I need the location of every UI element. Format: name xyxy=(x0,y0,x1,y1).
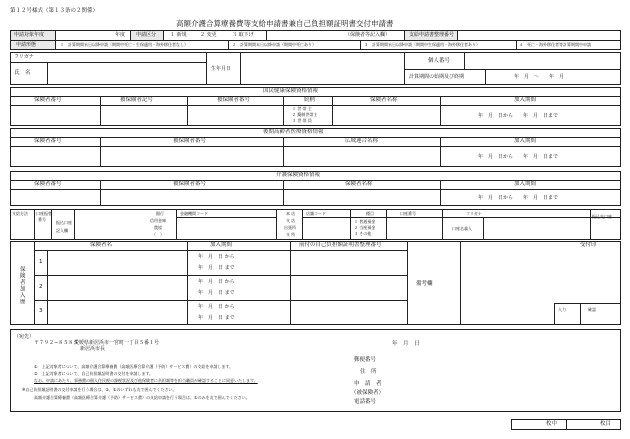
history-period-to-1[interactable]: 年 月 日 まで xyxy=(198,265,235,271)
history-row-2: 2 xyxy=(39,284,43,290)
remarks-label: 備考欄 xyxy=(416,281,433,287)
form-type-3[interactable]: ３ 計算期間末日以降申請（期間中生保適用・海外移住者あり） xyxy=(364,42,480,47)
account-type-2[interactable]: ２ 当座預金 xyxy=(354,225,376,230)
institution-sub-3: （ ） xyxy=(152,232,164,237)
relation-2[interactable]: ２ 擬制世帯主 xyxy=(292,112,318,117)
statement-1: ① 上記対象者について、高額介護合算療養費（高額医療合算介護（予防）サービス費）の支給を申請します。 xyxy=(34,364,234,369)
institution-label: 銀行 xyxy=(156,211,164,216)
nhi-h-number: 被保険者番号 xyxy=(217,97,251,103)
holder-furigana-label: フリガナ xyxy=(466,211,482,216)
insurer-note: （保険者等記入欄） xyxy=(345,32,391,38)
elderly-h-number: 被保険者番号 xyxy=(173,138,207,144)
nhi-h-insurer-no: 保険者番号 xyxy=(34,97,62,103)
category-withdraw[interactable]: ３ 取下げ xyxy=(232,32,254,38)
history-period-from-3[interactable]: 年 月 日 から xyxy=(198,304,235,310)
history-h-period: 加入期間 xyxy=(210,242,233,248)
branch-code-label: 店舗コード xyxy=(306,211,326,216)
history-h-insurer: 保険者名 xyxy=(90,242,113,248)
nhi-h-period: 加入期間 xyxy=(514,97,537,103)
ltc-period-value[interactable]: 年 月 日から 年 月 日まで xyxy=(478,195,559,201)
elderly-period-value[interactable]: 年 月 日から 年 月 日まで xyxy=(478,154,559,160)
bank-code-label: 金融機関コード xyxy=(180,211,208,216)
ltc-h-period: 加入期間 xyxy=(514,181,537,187)
category-new[interactable]: １ 新規 xyxy=(170,32,187,38)
birthdate-label: 生年月日 xyxy=(211,66,232,72)
nhi-period-value[interactable]: 年 月 日から 年 月 日まで xyxy=(478,113,559,119)
history-period-from-2[interactable]: 年 月 日 から xyxy=(198,279,235,285)
form-type-1[interactable]: １ 計算期間末日以降申請（期間中死亡・生保適用・海外移住者なし） xyxy=(60,42,188,47)
name-label: 氏 名 xyxy=(14,70,31,76)
furigana-label: フリガナ xyxy=(14,54,34,60)
ltc-h-number: 被保険者番号 xyxy=(173,181,207,187)
history-row-3: 3 xyxy=(39,308,43,314)
category-change[interactable]: ２ 変更 xyxy=(200,32,217,38)
ltc-h-insurer-no: 保険者番号 xyxy=(34,181,62,187)
category-label: 申請区分 xyxy=(136,32,157,38)
addressee-mayor: 新居浜市長 xyxy=(80,346,106,352)
addressee-address: 愛媛県新居浜市一宮町一丁目５番１号 xyxy=(74,340,160,346)
account-type-label: 種目 xyxy=(366,211,374,216)
input-label: 入力 xyxy=(558,307,566,312)
period-value[interactable]: 年 月 ～ 年 月 xyxy=(514,74,565,80)
method-label: 支給方法 xyxy=(12,211,28,216)
form-type-4[interactable]: ４ 死亡・海外移住者等計算期間中申請 xyxy=(519,42,591,47)
payment-number-label: 支給申請書整理番号 xyxy=(409,32,455,38)
transfer-mark: 振込口座 xyxy=(56,220,72,225)
elderly-title: 後期高齢者医療資格情報 xyxy=(263,129,324,135)
year-unit: 年度 xyxy=(115,32,126,38)
sheet-label: 枚中 xyxy=(546,421,558,427)
sig-applicant-label: 申 請 者 xyxy=(354,381,382,387)
transfer-sub: 番号 xyxy=(38,217,46,222)
history-block xyxy=(10,241,621,325)
branch-suffix-1: 本 店 xyxy=(286,211,296,216)
holder-label: 口座名義人 xyxy=(452,226,472,231)
account-number-label: 口座番号 xyxy=(400,211,416,216)
relation-1[interactable]: １ 世 帯 主 xyxy=(292,106,312,111)
relation-3[interactable]: ３ 世 帯 員 xyxy=(292,118,312,123)
history-row-1: 1 xyxy=(39,259,43,265)
elderly-h-insurer-no: 保険者番号 xyxy=(34,138,62,144)
ltc-h-name: 保険者名称 xyxy=(345,181,373,187)
form-type-2[interactable]: ２ 計算期間末日以降申請（期間中死亡あり） xyxy=(232,42,316,47)
institution-sub-1: 信用金庫 xyxy=(150,218,166,223)
sig-phone-label: 電話番号 xyxy=(354,399,377,405)
history-side-label: 保険者加入歴 xyxy=(18,265,25,305)
transfer-type-label: 振込先口座 xyxy=(592,214,612,219)
nhi-h-name: 保険者名称 xyxy=(370,97,398,103)
nhi-h-symbol: 被保険者記号 xyxy=(120,97,154,103)
sig-insured-label: （被保険者） xyxy=(351,390,385,396)
branch-suffix-2: 支 店 xyxy=(286,218,296,223)
entry-label: 記入欄 xyxy=(56,228,68,233)
sig-postal-label: 郵便番号 xyxy=(354,357,377,363)
account-type-3[interactable]: ３ その他 xyxy=(354,231,372,236)
fiscal-year-label: 申請対象年度 xyxy=(14,32,45,38)
recipient-label: （宛先） xyxy=(14,334,35,340)
institution-sub-2: 農協 xyxy=(154,225,162,230)
confirm-label: 確認 xyxy=(588,307,596,312)
sig-address-label: 住 所 xyxy=(360,369,377,375)
transfer-label: 口座振替 xyxy=(36,211,52,216)
history-period-to-2[interactable]: 年 月 日 まで xyxy=(198,290,235,296)
nhi-title: 国民健康保険資格情報 xyxy=(263,88,319,94)
period-label: 計算期間の始期及び終期 xyxy=(409,74,465,80)
application-date[interactable]: 年 月 日 xyxy=(392,341,420,347)
history-h-cert: 前付の自己負担額証明書整理番号 xyxy=(299,242,382,248)
statement-3: なお、申請にあたり、事務費の個人住民税の課税状況及び他保険者に負担額等を担当職員が確認することに同意いたします。 xyxy=(34,378,258,383)
statement-note-2: 高額介護合算療養費（高額医療合算介護（予防）サービス費）の支給申請を行う場合は、①のみを丸で囲んでください。 xyxy=(34,395,250,400)
statement-note-1: ※自己負担額証明書の交付申請を行う場合は、②、①のいずれも丸で囲んでください。 xyxy=(22,387,177,392)
statement-2: ② 上記対象者について、自己負担額証明書の交付を申請します。 xyxy=(34,371,154,376)
ltc-title: 介護保険資格情報 xyxy=(276,172,321,178)
form-type-label: 申請形態 xyxy=(16,42,37,48)
account-type-1[interactable]: １ 普通預金 xyxy=(354,219,376,224)
history-period-from-1[interactable]: 年 月 日 から xyxy=(198,254,235,260)
form-number: 第１２号様式（第１３条の２関係） xyxy=(10,8,99,14)
nhi-h-relation: 続柄 xyxy=(304,97,316,103)
personal-number-label: 個人番号 xyxy=(428,58,451,64)
elderly-h-union: 広域連合名称 xyxy=(345,138,379,144)
history-period-to-3[interactable]: 年 月 日 まで xyxy=(198,315,235,321)
addressee-postal: 〒７９２−８５８５ xyxy=(34,340,79,346)
receipt-label: 受付印 xyxy=(580,242,597,248)
form-title: 高額介護合算療養費等支給申請書兼自己負担額証明書交付申請書 xyxy=(176,19,394,28)
elderly-h-period: 加入期間 xyxy=(514,138,537,144)
branch-suffix-4: 支 所 xyxy=(286,232,296,237)
page-label: 枚目 xyxy=(600,421,612,427)
branch-suffix-3: 出張所 xyxy=(284,225,296,230)
